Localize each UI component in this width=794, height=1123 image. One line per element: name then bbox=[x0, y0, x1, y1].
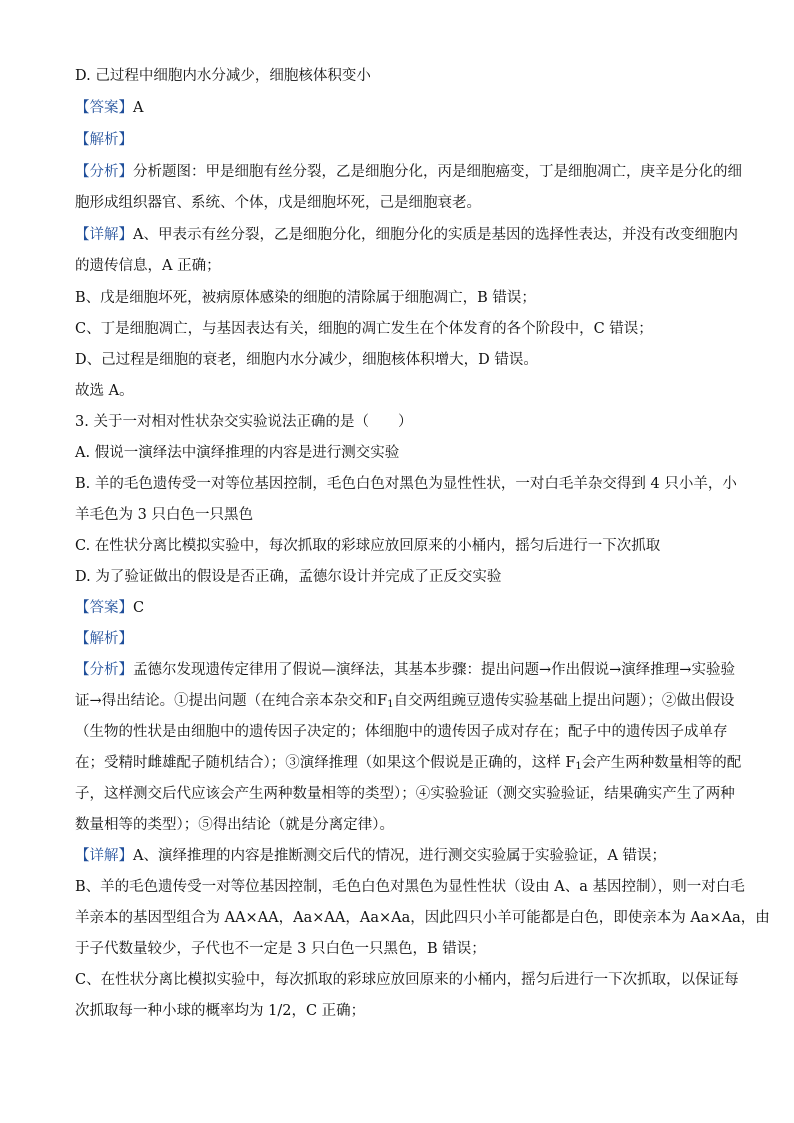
q3-option-b-line-2: 羊毛色为 3 只白色一只黑色 bbox=[75, 507, 253, 523]
q3-fenxi-line-5: 子，这样测交后代应该会产生两种数量相等的类型）；④实验验证（测交实验验证，结果确实产生了两种 bbox=[75, 786, 735, 802]
q2-analysis-heading bbox=[75, 130, 133, 150]
fenxi-text: 在；受精时雌雄配子随机结合）；③演绎推理（如果这个假说是正确的，这样 F bbox=[75, 755, 576, 771]
q3-fenxi-line-1 bbox=[75, 660, 735, 680]
q2-option-d: D. 己过程中细胞内水分减少，细胞核体积变小 bbox=[75, 68, 371, 84]
q3-option-c: C. 在性状分离比模拟实验中，每次抓取的彩球应放回原来的小桶内，摇匀后进行一下次抓取 bbox=[75, 538, 661, 554]
subscript: 1 bbox=[387, 699, 394, 710]
q2-xiangjie-line-1 bbox=[75, 225, 738, 245]
fenxi-text: 孟德尔发现遗传定律用了假说—演绎法，其基本步骤：提出问题→作出假说→演绎推理→实验验 bbox=[133, 662, 735, 678]
q3-answer bbox=[75, 598, 144, 618]
fenxi-tag: 【分析】 bbox=[75, 662, 133, 678]
q3-b-line-1: B、羊的毛色遗传受一对等位基因控制，毛色白色对黑色为显性性状（设由 A、a 基因控制），则一对白毛 bbox=[75, 879, 745, 895]
fenxi-text: 会产生两种数量相等的配 bbox=[581, 755, 742, 771]
q3-analysis-heading bbox=[75, 629, 133, 649]
analysis-tag: 【解析】 bbox=[75, 132, 133, 148]
q3-fenxi-line-2 bbox=[75, 691, 734, 711]
fenxi-tag: 【分析】 bbox=[75, 164, 133, 180]
analysis-tag: 【解析】 bbox=[75, 631, 133, 647]
fenxi-text: 自交两组豌豆遗传实验基础上提出问题）；②做出假设 bbox=[393, 693, 735, 709]
q2-fenxi-line-2: 胞形成组织器官、系统、个体，戊是细胞坏死，己是细胞衰老。 bbox=[75, 195, 481, 211]
q2-line-b: B、戊是细胞坏死，被病原体感染的细胞的清除属于细胞凋亡，B 错误； bbox=[75, 290, 536, 306]
q3-option-a: A. 假说一演绎法中演绎推理的内容是进行测交实验 bbox=[75, 445, 400, 461]
q3-fenxi-line-3: （生物的性状是由细胞中的遗传因子决定的；体细胞中的遗传因子成对存在；配子中的遗传因子成单存 bbox=[75, 724, 728, 740]
q3-b-line-3: 于子代数量较少，子代也不一定是 3 只白色一只黑色，B 错误； bbox=[75, 941, 486, 957]
q2-line-c: C、丁是细胞凋亡，与基因表达有关，细胞的凋亡发生在个体发育的各个阶段中，C 错误； bbox=[75, 321, 653, 337]
subscript: 1 bbox=[575, 761, 582, 772]
answer-tag: 【答案】 bbox=[75, 100, 133, 116]
q3-c-line-2: 次抓取每一种小球的概率均为 1/2，C 正确； bbox=[75, 1003, 366, 1019]
xiangjie-text: A、演绎推理的内容是推断测交后代的情况，进行测交实验属于实验验证，A 错误； bbox=[133, 848, 667, 864]
q3-fenxi-line-4 bbox=[75, 753, 741, 773]
q2-xiangjie-line-2: 的遗传信息，A 正确； bbox=[75, 258, 221, 274]
q3-b-line-2: 羊亲本的基因型组合为 AA×AA，Aa×AA，Aa×Aa，因此四只小羊可能都是白色，即使亲本为 Aa×Aa，由 bbox=[75, 910, 770, 926]
fenxi-text: 分析题图：甲是细胞有丝分裂，乙是细胞分化，丙是细胞癌变，丁是细胞凋亡，庚辛是分化的细 bbox=[133, 164, 742, 180]
xiangjie-tag: 【详解】 bbox=[75, 848, 133, 864]
q2-conclusion: 故选 A。 bbox=[75, 383, 134, 399]
q3-xiangjie-line-1 bbox=[75, 846, 666, 866]
q2-answer bbox=[75, 98, 143, 118]
answer-value: A bbox=[133, 100, 144, 116]
q3-fenxi-line-6: 数量相等的类型）；⑤得出结论（就是分离定律）。 bbox=[75, 817, 394, 833]
xiangjie-text: A、甲表示有丝分裂，乙是细胞分化，细胞分化的实质是基因的选择性表达，并没有改变细胞内 bbox=[133, 227, 738, 243]
q3-option-b-line-1: B. 羊的毛色遗传受一对等位基因控制，毛色白色对黑色为显性性状，一对白毛羊杂交得到 4 只小羊，小 bbox=[75, 476, 737, 492]
fenxi-text: 证→得出结论。①提出问题（在纯合亲本杂交和F bbox=[75, 693, 388, 709]
answer-tag: 【答案】 bbox=[75, 600, 133, 616]
answer-value: C bbox=[133, 600, 145, 616]
q2-line-d: D、己过程是细胞的衰老，细胞内水分减少，细胞核体积增大，D 错误。 bbox=[75, 352, 538, 368]
q2-fenxi-line-1 bbox=[75, 162, 742, 182]
q3-c-line-1: C、在性状分离比模拟实验中，每次抓取的彩球应放回原来的小桶内，摇匀后进行一下次抓取，以保证每 bbox=[75, 972, 739, 988]
xiangjie-tag: 【详解】 bbox=[75, 227, 133, 243]
q3-stem: 3. 关于一对相对性状杂交实验说法正确的是（ ） bbox=[75, 414, 413, 430]
q3-option-d: D. 为了验证做出的假设是否正确，孟德尔设计并完成了正反交实验 bbox=[75, 569, 502, 585]
